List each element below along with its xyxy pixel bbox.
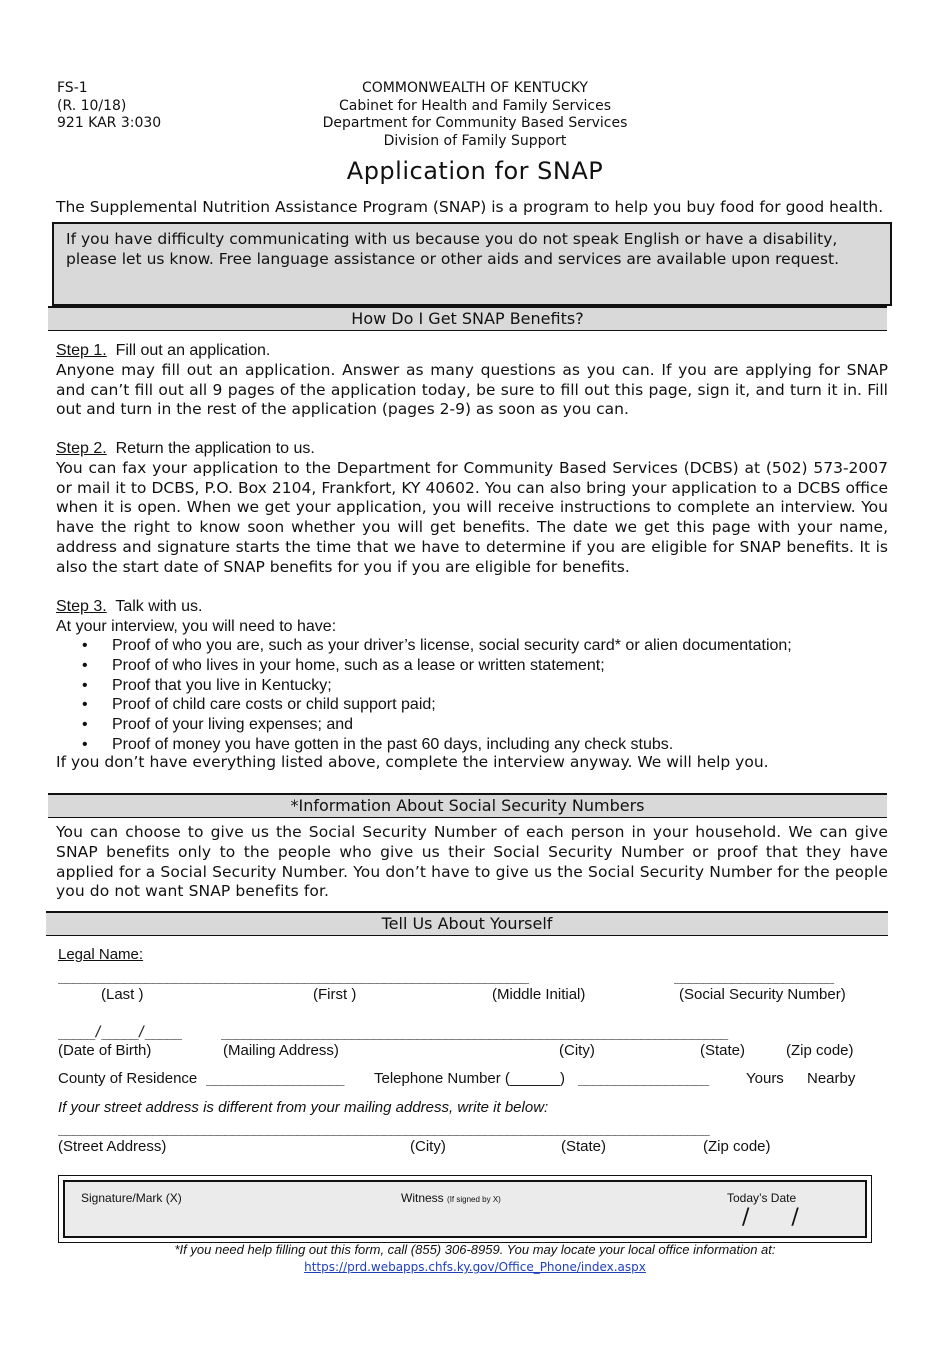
step-1 [56, 341, 888, 420]
mailing-address-label: (Mailing Address) [223, 1042, 339, 1059]
street-state-label: (State) [561, 1138, 607, 1155]
agency-line: Cabinet for Health and Family Services [338, 97, 611, 114]
city-label: (City) [559, 1042, 595, 1059]
telephone-field[interactable]: __________________ [578, 1070, 709, 1086]
zip-label: (Zip code) [786, 1042, 854, 1059]
help-footnote: *If you need help filling out this form, call (855) 306-8959. You may locate your local office information at: [174, 1242, 776, 1257]
dob-label: (Date of Birth) [58, 1042, 152, 1059]
agency-line: COMMONWEALTH OF KENTUCKY [362, 80, 588, 96]
language-assistance-notice: If you have difficulty communicating with us because you do not speak English or have a disability, please let us know. Free language assistance or other aids and services are available upon request. [52, 222, 892, 306]
step-2-body: You can also bring your application to a DCBS office when it is open. When we get your application, you will receive instructions to complete an interview. You have the right to know soon whether you will get benefits. The date we get this page with your name, address and signature starts the time that we have to determine if you are eligible for SNAP benefits. It is also the start date of SNAP benefits for you if you are eligible for benefits. [56, 478, 888, 576]
county-label: County of Residence [58, 1070, 198, 1087]
first-name-label: (First ) [313, 986, 357, 1003]
county-field[interactable]: ___________________ [206, 1070, 344, 1086]
step-2 [56, 439, 888, 578]
witness-label-text: Witness [401, 1191, 444, 1205]
agency-line: Department for Community Based Services [322, 115, 628, 131]
list-item: • Proof of your living expenses; and [82, 715, 792, 735]
step-3-title: Talk with us. [115, 598, 203, 615]
state-label: (State) [700, 1042, 746, 1059]
list-item: • Proof that you live in Kentucky; [82, 676, 792, 696]
ssn-info-text: You can choose to give us the Social Security Number of each person in your household. We can give SNAP benefits only to the people who give us their Social Security Number or proof that they have applied for a Social Security Number. You don’t have to give us the Social Security Number for the people you do not want SNAP benefits for. [56, 823, 888, 901]
street-address-note: If your street address is different from your mailing address, write it below: [58, 1099, 549, 1116]
street-address-field[interactable]: __________________________________________________________________________________________ [58, 1120, 709, 1136]
list-item: • Proof of who lives in your home, such as a lease or written statement; [82, 656, 792, 676]
list-item: • Proof of money you have gotten in the past 60 days, including any check stubs. [82, 735, 792, 755]
list-item: • Proof of who you are, such as your driver’s license, social security card* or alien documentation; [82, 636, 792, 656]
street-address-label: (Street Address) [58, 1138, 167, 1155]
signature-label: Signature/Mark (X) [81, 1191, 182, 1205]
ssn-field[interactable]: ______________________ [674, 968, 834, 984]
office-locator-link[interactable]: https://prd.webapps.chfs.ky.gov/Office_Phone/index.aspx [304, 1260, 646, 1274]
telephone-label: Telephone Number (______) [374, 1070, 565, 1087]
step-1-body: Anyone may fill out an application. Answer as many questions as you can. If you are applying for SNAP and can’t fill out all 9 pages of the application today, be sure to fill out this page, sign it, and turn it in. Fill out and turn in the rest of the application (pages 2-9) as soon as you can. [56, 360, 888, 419]
name-field[interactable]: _________________________________________________________________ [58, 968, 528, 984]
date-field[interactable]: / / [742, 1205, 799, 1230]
step-2-label: Step 2. [56, 440, 107, 457]
street-city-label: (City) [410, 1138, 446, 1155]
date-of-birth-field[interactable]: _____/_____/_____ [58, 1024, 181, 1040]
form-revision: (R. 10/18) [57, 97, 127, 114]
agency-block [300, 80, 650, 150]
date-label: Today’s Date [727, 1191, 797, 1205]
witness-label [401, 1191, 501, 1205]
phone-nearby-option[interactable]: Nearby [807, 1070, 856, 1087]
middle-initial-label: (Middle Initial) [492, 986, 586, 1003]
signature-area[interactable] [63, 1180, 867, 1238]
list-item: • Proof of child care costs or child support paid; [82, 695, 792, 715]
last-name-label: (Last ) [101, 986, 144, 1003]
step-1-title: Fill out an application. [115, 342, 271, 359]
phone-yours-option[interactable]: Yours [746, 1070, 784, 1087]
ssn-label: (Social Security Number) [679, 986, 846, 1003]
section-heading-ssn: *Information About Social Security Numbers [48, 793, 887, 818]
street-zip-label: (Zip code) [703, 1138, 771, 1155]
step-3-lead: At your interview, you will need to have: [56, 617, 337, 635]
proof-list [82, 636, 792, 755]
intro-text: The Supplemental Nutrition Assistance Program (SNAP) is a program to help you buy food for good health. [56, 198, 884, 216]
step-2-title: Return the application to us. [115, 440, 315, 457]
witness-note: (If signed by X) [447, 1195, 501, 1204]
section-heading-about: Tell Us About Yourself [46, 911, 888, 936]
step-3 [56, 597, 888, 637]
step-1-label: Step 1. [56, 342, 107, 359]
form-number: FS-1 [57, 80, 88, 96]
form-regulation: 921 KAR 3:030 [57, 115, 162, 131]
step-3-label: Step 3. [56, 598, 107, 615]
step-3-closing: If you don’t have everything listed above, complete the interview anyway. We will help you. [56, 753, 769, 771]
agency-line: Division of Family Support [383, 132, 567, 149]
signature-box [58, 1175, 872, 1243]
form-id-block [57, 80, 161, 133]
page-title: Application for SNAP [346, 157, 604, 185]
step-2-body-contact: You can fax your application to the Department for Community Based Services (DCBS) at (502) 573-2007 or mail it to DCBS, P.O. Box 2104, Frankfort, KY 40602. [56, 458, 888, 497]
section-heading-how: How Do I Get SNAP Benefits? [48, 306, 887, 331]
mailing-address-field[interactable]: ______________________________________________________________________ [221, 1024, 728, 1040]
legal-name-label: Legal Name: [58, 946, 144, 963]
